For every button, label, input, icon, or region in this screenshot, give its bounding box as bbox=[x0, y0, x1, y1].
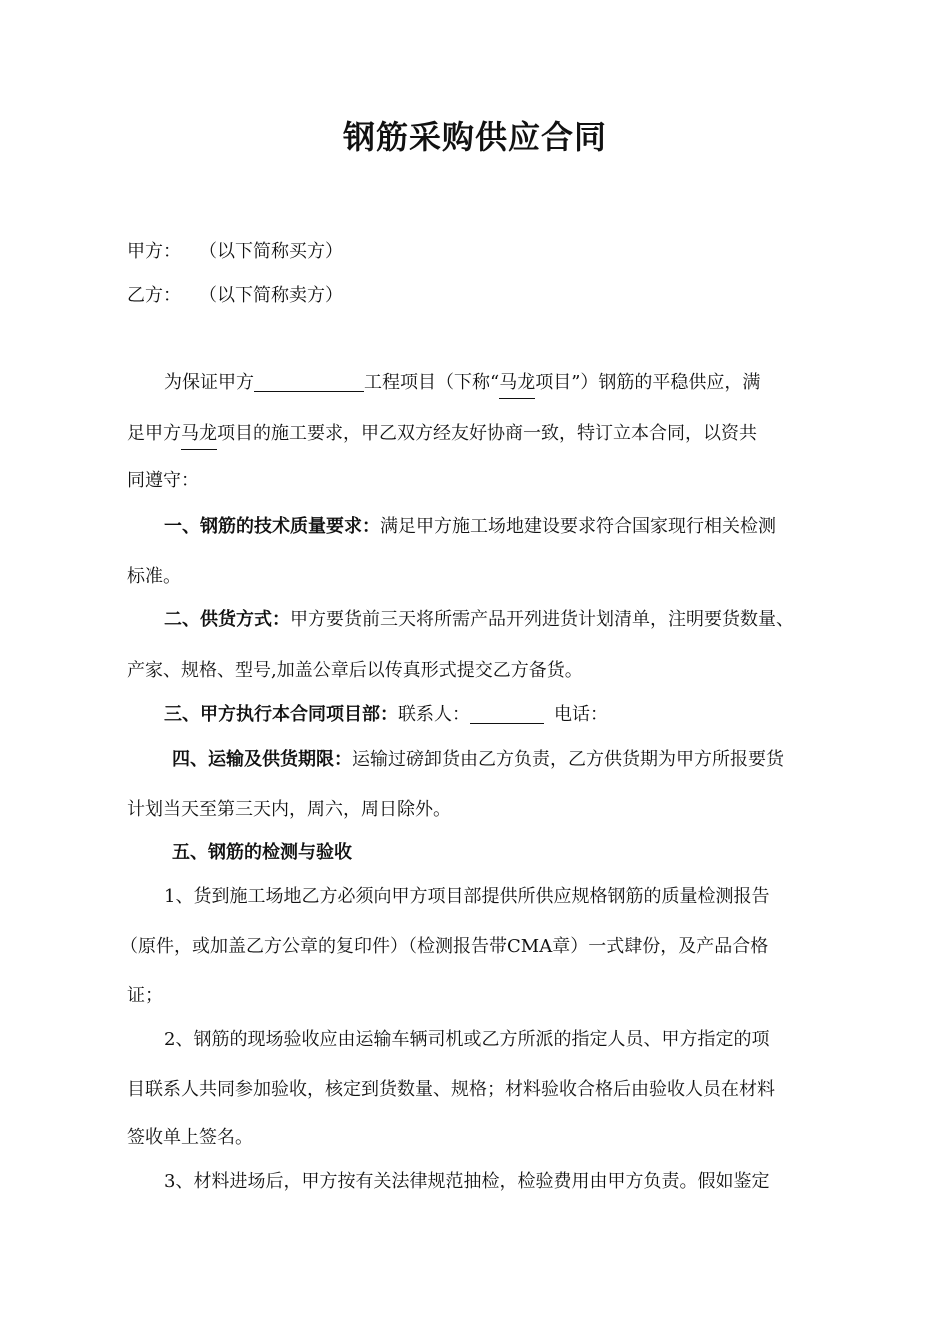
item-3-line-1: 3、材料进场后，甲方按有关法律规范抽检，检验费用由甲方负责。假如鉴定 bbox=[164, 1171, 770, 1192]
project-name: 马龙 bbox=[181, 419, 217, 450]
intro-text: 为保证甲方 bbox=[164, 372, 254, 393]
intro-line-3: 同遵守： bbox=[127, 470, 199, 491]
section-1-text: 满足甲方施工场地建设要求符合国家现行相关检测 bbox=[380, 516, 776, 537]
section-5-heading: 五、钢筋的检测与验收 bbox=[172, 842, 352, 863]
party-a-label: 甲方： bbox=[127, 241, 181, 262]
party-b-label: 乙方： bbox=[127, 285, 181, 306]
section-3-line bbox=[164, 700, 608, 730]
party-b-line bbox=[127, 281, 343, 311]
section-1-line-1 bbox=[164, 512, 776, 542]
project-name-blank bbox=[254, 371, 364, 392]
section-4-heading: 四、运输及供货期限： bbox=[172, 749, 352, 770]
section-5-line bbox=[172, 838, 352, 868]
item-2-line-2: 目联系人共同参加验收，核定到货数量、规格；材料验收合格后由验收人员在材料 bbox=[127, 1079, 775, 1100]
section-2-text: 甲方要货前三天将所需产品开列进货计划清单，注明要货数量、 bbox=[290, 609, 794, 630]
section-2-line-2: 产家、规格、型号,加盖公章后以传真形式提交乙方备货。 bbox=[127, 660, 583, 681]
contact-label: 联系人： bbox=[398, 704, 470, 725]
intro-text: 工程项目（下称“ bbox=[364, 372, 500, 393]
section-1-line-2: 标准。 bbox=[127, 566, 181, 587]
intro-text: 项目”）钢筋的平稳供应，满 bbox=[535, 372, 761, 393]
section-2-line-1 bbox=[164, 605, 794, 635]
intro-line-1 bbox=[164, 368, 760, 399]
intro-line-2 bbox=[127, 419, 757, 450]
section-2-heading: 二、供货方式： bbox=[164, 609, 290, 630]
party-a-line bbox=[127, 237, 343, 267]
section-4-line-1 bbox=[172, 745, 784, 775]
section-4-line-2: 计划当天至第三天内，周六，周日除外。 bbox=[127, 799, 451, 820]
item-2-line-1: 2、钢筋的现场验收应由运输车辆司机或乙方所派的指定人员、甲方指定的项 bbox=[164, 1029, 770, 1050]
section-1-heading: 一、钢筋的技术质量要求： bbox=[164, 516, 380, 537]
project-name: 马龙 bbox=[499, 368, 535, 399]
section-3-heading: 三、甲方执行本合同项目部： bbox=[164, 704, 398, 725]
intro-text: 足甲方 bbox=[127, 423, 181, 444]
party-b-note: （以下简称卖方） bbox=[199, 285, 343, 306]
section-4-text: 运输过磅卸货由乙方负责，乙方供货期为甲方所报要货 bbox=[352, 749, 784, 770]
item-1-line-1: 1、货到施工场地乙方必须向甲方项目部提供所供应规格钢筋的质量检测报告 bbox=[164, 886, 770, 907]
item-2-line-3: 签收单上签名。 bbox=[127, 1127, 253, 1148]
intro-text: 项目的施工要求，甲乙双方经友好协商一致，特订立本合同，以资共 bbox=[217, 423, 757, 444]
party-a-note: （以下简称买方） bbox=[199, 241, 343, 262]
item-1-line-3: 证； bbox=[127, 985, 163, 1006]
item-1-line-2: （原件，或加盖乙方公章的复印件）（检测报告带CMA章）一式肆份，及产品合格 bbox=[120, 936, 769, 957]
phone-label: 电话： bbox=[554, 704, 608, 725]
document-title: 钢筋采购供应合同 bbox=[342, 118, 607, 156]
contact-blank bbox=[470, 703, 544, 724]
